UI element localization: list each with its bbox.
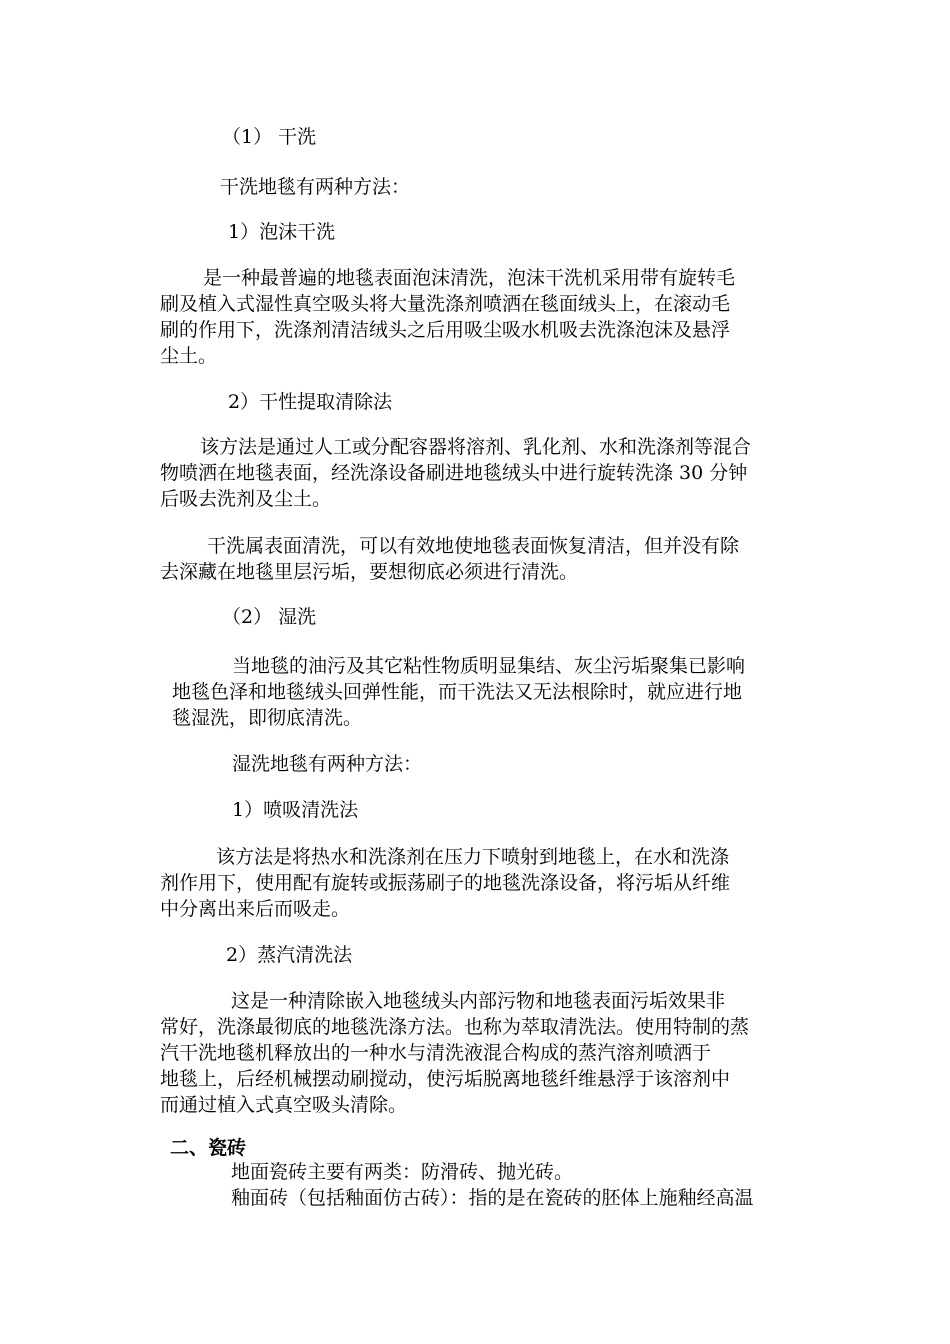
paragraph-line: 是一种最普遍的地毯表面泡沫清洗，泡沫干洗机采用带有旋转毛 [203, 267, 736, 289]
paragraph-line: 物喷洒在地毯表面，经洗涤设备刷进地毯绒头中进行旋转洗涤 30 分钟 [160, 462, 748, 484]
paragraph-line: 地面瓷砖主要有两类：防滑砖、抛光砖。 [231, 1161, 574, 1183]
paragraph-line: 而通过植入式真空吸头清除。 [160, 1094, 408, 1116]
paragraph-line: 汽干洗地毯机释放出的一种水与清洗液混合构成的蒸汽溶剂喷洒于 [160, 1042, 712, 1064]
paragraph-line: 后吸去洗剂及尘土。 [160, 488, 332, 510]
method-heading-foam-dry-wash: 1）泡沫干洗 [228, 221, 336, 243]
paragraph-line: 地毯色泽和地毯绒头回弹性能，而干洗法又无法根除时，就应进行地 [172, 681, 743, 703]
paragraph-line: 地毯上，后经机械摆动刷搅动，使污垢脱离地毯纤维悬浮于该溶剂中 [160, 1068, 731, 1090]
paragraph-line: 去深藏在地毯里层污垢，要想彻底必须进行清洗。 [160, 561, 579, 583]
paragraph-line: 刷及植入式湿性真空吸头将大量洗涤剂喷洒在毯面绒头上，在滚动毛 [160, 293, 731, 315]
paragraph-line: 尘土。 [160, 345, 218, 367]
method-heading-steam-cleaning: 2）蒸汽清洗法 [226, 944, 353, 966]
subsection-heading-wet-wash: （2） 湿洗 [222, 606, 317, 628]
subsection-heading-dry-wash: （1） 干洗 [222, 126, 317, 148]
method-heading-dry-extraction: 2）干性提取清除法 [228, 391, 393, 413]
paragraph-line: 当地毯的油污及其它粘性物质明显集结、灰尘污垢聚集已影响 [232, 655, 746, 677]
paragraph-line: 刷的作用下，洗涤剂清洁绒头之后用吸尘吸水机吸去洗涤泡沫及悬浮 [160, 319, 731, 341]
section-heading-tiles: 二、瓷砖 [170, 1137, 247, 1159]
paragraph-line: 干洗属表面清洗，可以有效地使地毯表面恢复清洁，但并没有除 [207, 535, 740, 557]
method-heading-spray-extraction: 1）喷吸清洗法 [232, 799, 359, 821]
paragraph-line: 湿洗地毯有两种方法： [232, 753, 423, 775]
paragraph-line: 这是一种清除嵌入地毯绒头内部污物和地毯表面污垢效果非 [231, 990, 726, 1012]
paragraph-line: 中分离出来后而吸走。 [160, 898, 351, 920]
paragraph-line: 该方法是将热水和洗涤剂在压力下喷射到地毯上，在水和洗涤 [216, 846, 730, 868]
paragraph-line: 釉面砖（包括釉面仿古砖）：指的是在瓷砖的胚体上施釉经高温 [231, 1187, 754, 1209]
paragraph-line: 常好，洗涤最彻底的地毯洗涤方法。也称为萃取清洗法。使用特制的蒸 [160, 1016, 750, 1038]
paragraph-line: 剂作用下，使用配有旋转或振荡刷子的地毯洗涤设备，将污垢从纤维 [160, 872, 731, 894]
paragraph-line: 干洗地毯有两种方法： [220, 176, 411, 198]
paragraph-line: 该方法是通过人工或分配容器将溶剂、乳化剂、水和洗涤剂等混合 [200, 436, 752, 458]
paragraph-line: 毯湿洗，即彻底清洗。 [172, 707, 363, 729]
